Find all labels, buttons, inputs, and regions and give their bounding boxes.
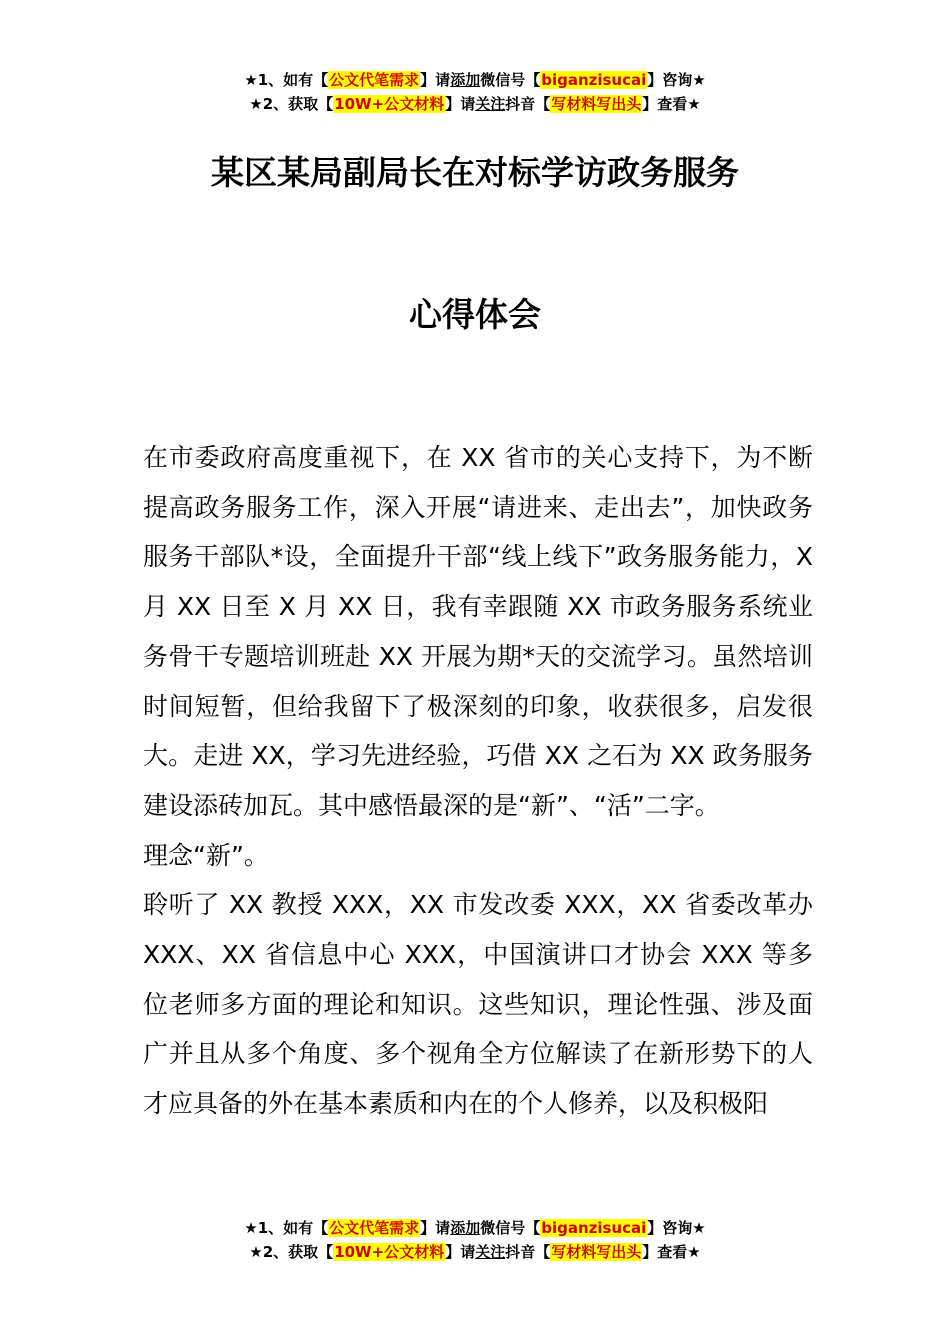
section-heading: 理念“新”。 xyxy=(143,840,269,870)
banner-text: 】请 xyxy=(445,95,476,113)
underlined-text: 关注 xyxy=(475,1243,506,1261)
banner-text: 抖音【 xyxy=(505,1243,551,1261)
underlined-text: 添加 xyxy=(450,1219,481,1237)
document-title-line-2: 心得体会 xyxy=(409,295,541,334)
banner-text: ★1、如有【 xyxy=(244,71,329,89)
douyin-account: 写材料写出头 xyxy=(551,1243,642,1261)
banner-text: 】咨询★ xyxy=(647,71,706,89)
wechat-id: biganzisucai xyxy=(541,71,647,89)
banner-line-1 xyxy=(0,68,950,92)
banner-text: ★2、获取【 xyxy=(249,1243,334,1261)
banner-text: 】请 xyxy=(445,1243,476,1261)
banner-text: 】请 xyxy=(420,71,451,89)
underlined-text: 关注 xyxy=(475,95,506,113)
banner-line-2 xyxy=(0,92,950,116)
highlight-text: 10W+公文材料 xyxy=(334,95,445,113)
banner-text: 微信号【 xyxy=(480,1219,541,1237)
document-body xyxy=(143,433,813,1129)
highlight-text: 公文代笔需求 xyxy=(329,1219,420,1237)
body-paragraph-2: 聆听了 XX 教授 XXX，XX 市发改委 XXX，XX 省委改革办 XXX、XX 省信息中心 XXX，中国演讲口才协会 XXX 等多位老师多方面的理论和知识。这些知识，理论性强、涉及面广并且从多个角度、多个视角全方位解读了在新形势下的人才应具备的外在基本素质和内在的个人修养，以及积极阳 xyxy=(143,890,813,1119)
banner-text: 抖音【 xyxy=(505,95,551,113)
wechat-id: biganzisucai xyxy=(541,1219,647,1237)
banner-text: 】咨询★ xyxy=(647,1219,706,1237)
banner-text: 】查看★ xyxy=(642,1243,701,1261)
banner-text: ★1、如有【 xyxy=(244,1219,329,1237)
footer-banner xyxy=(0,1216,950,1264)
banner-line-2 xyxy=(0,1240,950,1264)
douyin-account: 写材料写出头 xyxy=(551,95,642,113)
highlight-text: 10W+公文材料 xyxy=(334,1243,445,1261)
highlight-text: 公文代笔需求 xyxy=(329,71,420,89)
banner-text: 】请 xyxy=(420,1219,451,1237)
document-title-line-1: 某区某局副局长在对标学访政务服务 xyxy=(211,153,739,192)
underlined-text: 添加 xyxy=(450,71,481,89)
body-paragraph-1: 在市委政府高度重视下，在 XX 省市的关心支持下，为不断提高政务服务工作，深入开展“请进来、走出去”，加快政务服务干部队*设，全面提升干部“线上线下”政务服务能力，X 月 XX 日至 X 月 XX 日，我有幸跟随 XX 市政务服务系统业务骨干专题培训班赴 XX 开展为期*天的交流学习。虽然培训时间短暂，但给我留下了极深刻的印象，收获很多，启发很大。走进 XX，学习先进经验，巧借 XX 之石为 XX 政务服务建设添砖加瓦。其中感悟最深的是“新”、“活”二字。 xyxy=(143,443,813,820)
banner-text: ★2、获取【 xyxy=(249,95,334,113)
header-banner xyxy=(0,68,950,116)
banner-text: 】查看★ xyxy=(642,95,701,113)
banner-text: 微信号【 xyxy=(480,71,541,89)
banner-line-1 xyxy=(0,1216,950,1240)
